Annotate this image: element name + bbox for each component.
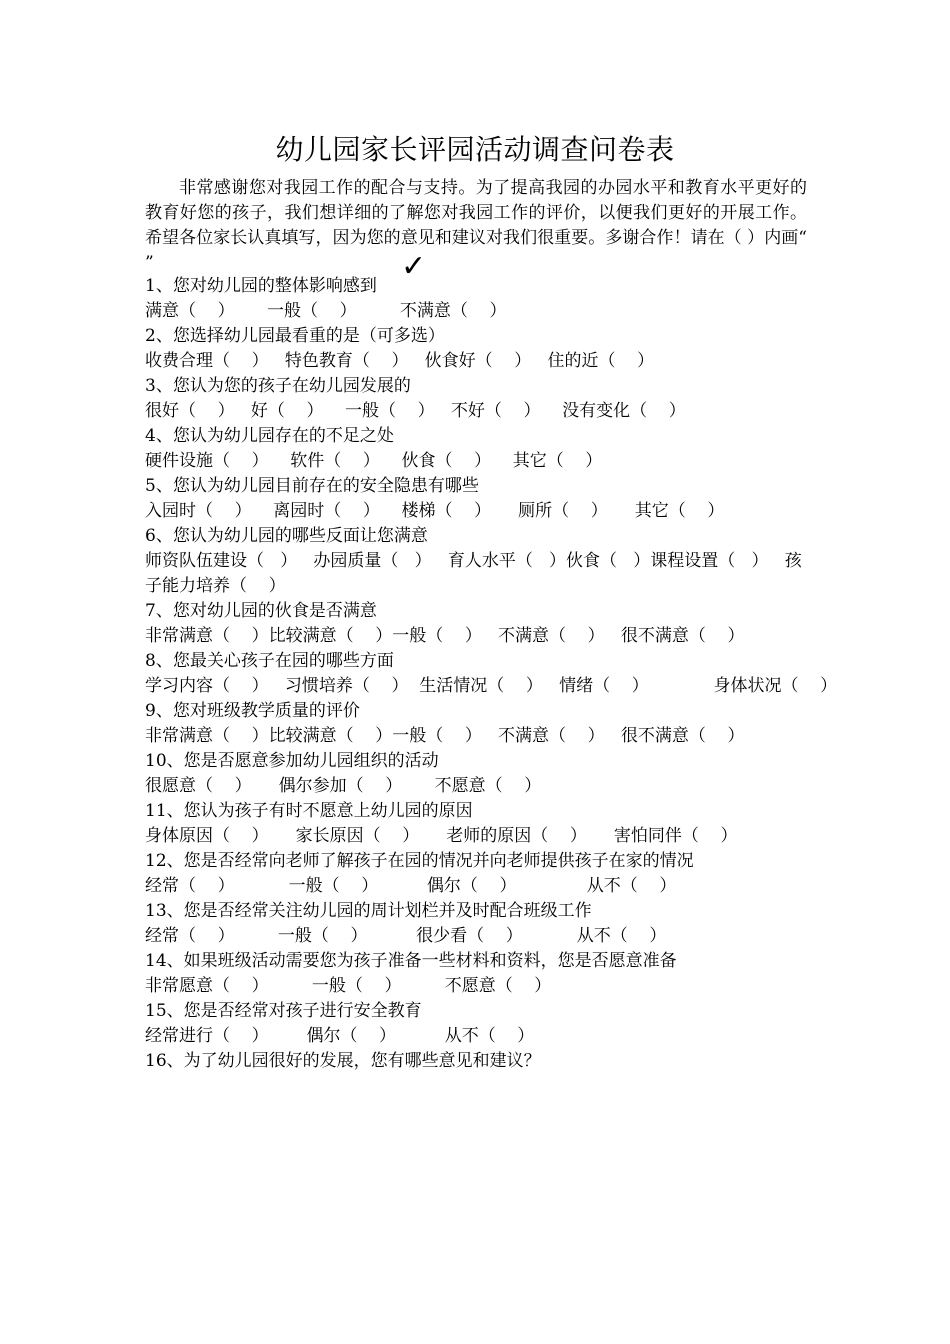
question-11: 11、您认为孩子有时不愿意上幼儿园的原因	[145, 801, 473, 821]
question-13-options: 经常（ ） 一般（ ） 很少看（ ） 从不（ ）	[145, 926, 667, 946]
page-title: 幼儿园家长评园活动调查问卷表	[275, 133, 675, 166]
question-16: 16、为了幼儿园很好的发展，您有哪些意见和建议？	[145, 1051, 541, 1071]
question-8-options: 学习内容（ ） 习惯培养（ ） 生活情况（ ） 情绪（ ） 身体状况（ ）	[145, 676, 838, 696]
question-8: 8、您最关心孩子在园的哪些方面	[145, 651, 394, 671]
question-12-options: 经常（ ） 一般（ ） 偶尔（ ） 从不（ ）	[145, 876, 677, 896]
question-13: 13、您是否经常关注幼儿园的周计划栏并及时配合班级工作	[145, 901, 592, 921]
question-9: 9、您对班级教学质量的评价	[145, 701, 360, 721]
question-7: 7、您对幼儿园的伙食是否满意	[145, 601, 377, 621]
question-6-options-continued: 子能力培养（ ）	[145, 576, 286, 596]
question-2: 2、您选择幼儿园最看重的是（可多选）	[145, 326, 445, 346]
question-11-options: 身体原因（ ） 家长原因（ ） 老师的原因（ ） 害怕同伴（ ）	[145, 826, 738, 846]
question-14: 14、如果班级活动需要您为孩子准备一些材料和资料，您是否愿意准备	[145, 951, 677, 971]
question-15: 15、您是否经常对孩子进行安全教育	[145, 1001, 422, 1021]
question-5: 5、您认为幼儿园目前存在的安全隐患有哪些	[145, 476, 479, 496]
question-5-options: 入园时（ ） 离园时（ ） 楼梯（ ） 厕所（ ） 其它（ ）	[145, 501, 725, 521]
question-2-options: 收费合理（ ） 特色教育（ ） 伙食好（ ） 住的近（ ）	[145, 351, 655, 371]
question-7-options: 非常满意（ ）比较满意（ ）一般（ ） 不满意（ ） 很不满意（ ）	[145, 626, 745, 646]
question-10: 10、您是否愿意参加幼儿园组织的活动	[145, 751, 439, 771]
question-10-options: 很愿意（ ） 偶尔参加（ ） 不愿意（ ）	[145, 776, 542, 796]
question-15-options: 经常进行（ ） 偶尔（ ） 从不（ ）	[145, 1026, 535, 1046]
question-4-options: 硬件设施（ ） 软件（ ） 伙食（ ） 其它（ ）	[145, 451, 603, 471]
question-6: 6、您认为幼儿园的哪些反面让您满意	[145, 526, 428, 546]
question-6-options: 师资队伍建设（ ） 办园质量（ ） 育人水平（ ）伙食（ ）课程设置（ ） 孩	[145, 551, 802, 571]
question-1-options: 满意（ ） 一般（ ） 不满意（ ）	[145, 301, 507, 321]
intro-paragraph	[145, 176, 807, 276]
question-3: 3、您认为您的孩子在幼儿园发展的	[145, 376, 411, 396]
question-12: 12、您是否经常向老师了解孩子在园的情况并向老师提供孩子在家的情况	[145, 851, 694, 871]
check-mark-icon: ✓	[401, 249, 427, 284]
question-3-options: 很好（ ） 好（ ） 一般（ ） 不好（ ） 没有变化（ ）	[145, 401, 686, 421]
question-1: 1、您对幼儿园的整体影响感到	[145, 276, 377, 296]
question-4: 4、您认为幼儿园存在的不足之处	[145, 426, 394, 446]
question-9-options: 非常满意（ ）比较满意（ ）一般（ ） 不满意（ ） 很不满意（ ）	[145, 726, 745, 746]
intro-text: 非常感谢您对我园工作的配合与支持。为了提高我园的办园水平和教育水平更好的教育好您的孩子，我们想详细的了解您对我园工作的评价，以便我们更好的开展工作。希望各位家长认真填写，因为您的意见和建议对我们很重要。多谢合作！请在（ ）内画“ ”	[145, 178, 807, 273]
question-14-options: 非常愿意（ ） 一般（ ） 不愿意（ ）	[145, 976, 552, 996]
